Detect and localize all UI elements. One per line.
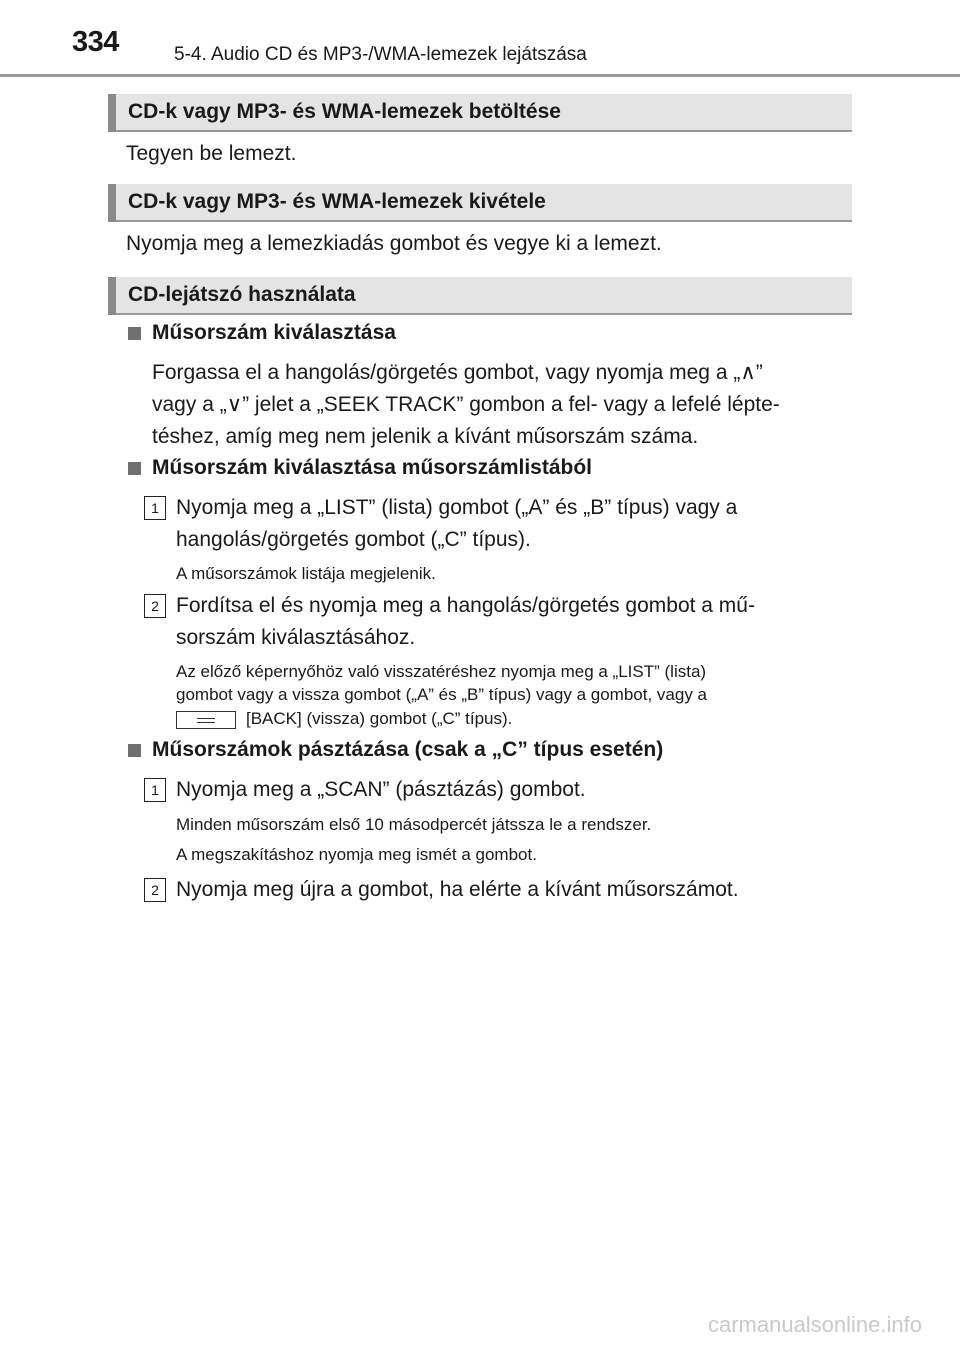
- step-note: gombot vagy a vissza gombot („A” és „B” típus) vagy a gombot, vagy a: [176, 685, 708, 704]
- section-header-eject: [108, 184, 852, 222]
- step-note-text: [BACK] (vissza) gombot („C” típus).: [246, 709, 513, 728]
- section-accent: [108, 277, 116, 315]
- watermark: carmanualsonline.info: [707, 1312, 922, 1337]
- track-select-line: Forgassa el a hangolás/görgetés gombot, vagy nyomja meg a „∧”: [152, 361, 763, 384]
- running-head: 5-4. Audio CD és MP3-/WMA-lemezek lejátszása: [174, 44, 587, 65]
- step-note: A megszakításhoz nyomja meg ismét a gombot.: [176, 845, 537, 864]
- section-header-cd-player: [108, 277, 852, 315]
- load-instruction: Tegyen be lemezt.: [126, 142, 297, 165]
- step-text: Nyomja meg a „SCAN” (pásztázás) gombot.: [176, 778, 586, 801]
- track-select-line: téshez, amíg meg nem jelenik a kívánt műsorszám száma.: [152, 425, 699, 448]
- subheading-scan: Műsorszámok pásztázása (csak a „C” típus esetén): [152, 738, 664, 761]
- step-text: Nyomja meg újra a gombot, ha elérte a kívánt műsorszámot.: [176, 878, 739, 901]
- subheading-track-list: Műsorszám kiválasztása műsorszámlistából: [152, 456, 593, 479]
- step-number-box: 2: [144, 594, 166, 618]
- section-accent: [108, 94, 116, 132]
- section-header-loading: [108, 94, 852, 132]
- step-number-box: 2: [144, 878, 166, 902]
- step-number-box: 1: [144, 496, 166, 520]
- bullet-square-icon: [128, 462, 141, 475]
- section-title: CD-k vagy MP3- és WMA-lemezek betöltése: [128, 100, 561, 123]
- section-title: CD-k vagy MP3- és WMA-lemezek kivétele: [128, 190, 546, 213]
- bullet-square-icon: [128, 744, 141, 757]
- track-select-line: vagy a „∨” jelet a „SEEK TRACK” gombon a fel- vagy a lefelé lépte-: [152, 393, 780, 416]
- step-text: hangolás/görgetés gombot („C” típus).: [176, 528, 531, 551]
- bullet-square-icon: [128, 327, 141, 340]
- step-note-back: [176, 708, 512, 730]
- step-note: Minden műsorszám első 10 másodpercét játssza le a rendszer.: [176, 815, 652, 834]
- step-text: sorszám kiválasztásához.: [176, 626, 416, 649]
- step-text: Nyomja meg a „LIST” (lista) gombot („A” és „B” típus) vagy a: [176, 496, 738, 519]
- header-divider: [0, 74, 960, 77]
- step-text: Fordítsa el és nyomja meg a hangolás/görgetés gombot a mű-: [176, 594, 755, 617]
- eject-instruction: Nyomja meg a lemezkiadás gombot és vegye ki a lemezt.: [126, 232, 662, 255]
- section-title: CD-lejátszó használata: [128, 283, 356, 306]
- page-number: 334: [72, 26, 119, 58]
- step-note: Az előző képernyőhöz való visszatéréshez nyomja meg a „LIST” (lista): [176, 662, 707, 681]
- subheading-track-select: Műsorszám kiválasztása: [152, 321, 396, 344]
- section-accent: [108, 184, 116, 222]
- step-note: A műsorszámok listája megjelenik.: [176, 564, 436, 583]
- back-key-icon: [176, 711, 236, 729]
- step-number-box: 1: [144, 778, 166, 802]
